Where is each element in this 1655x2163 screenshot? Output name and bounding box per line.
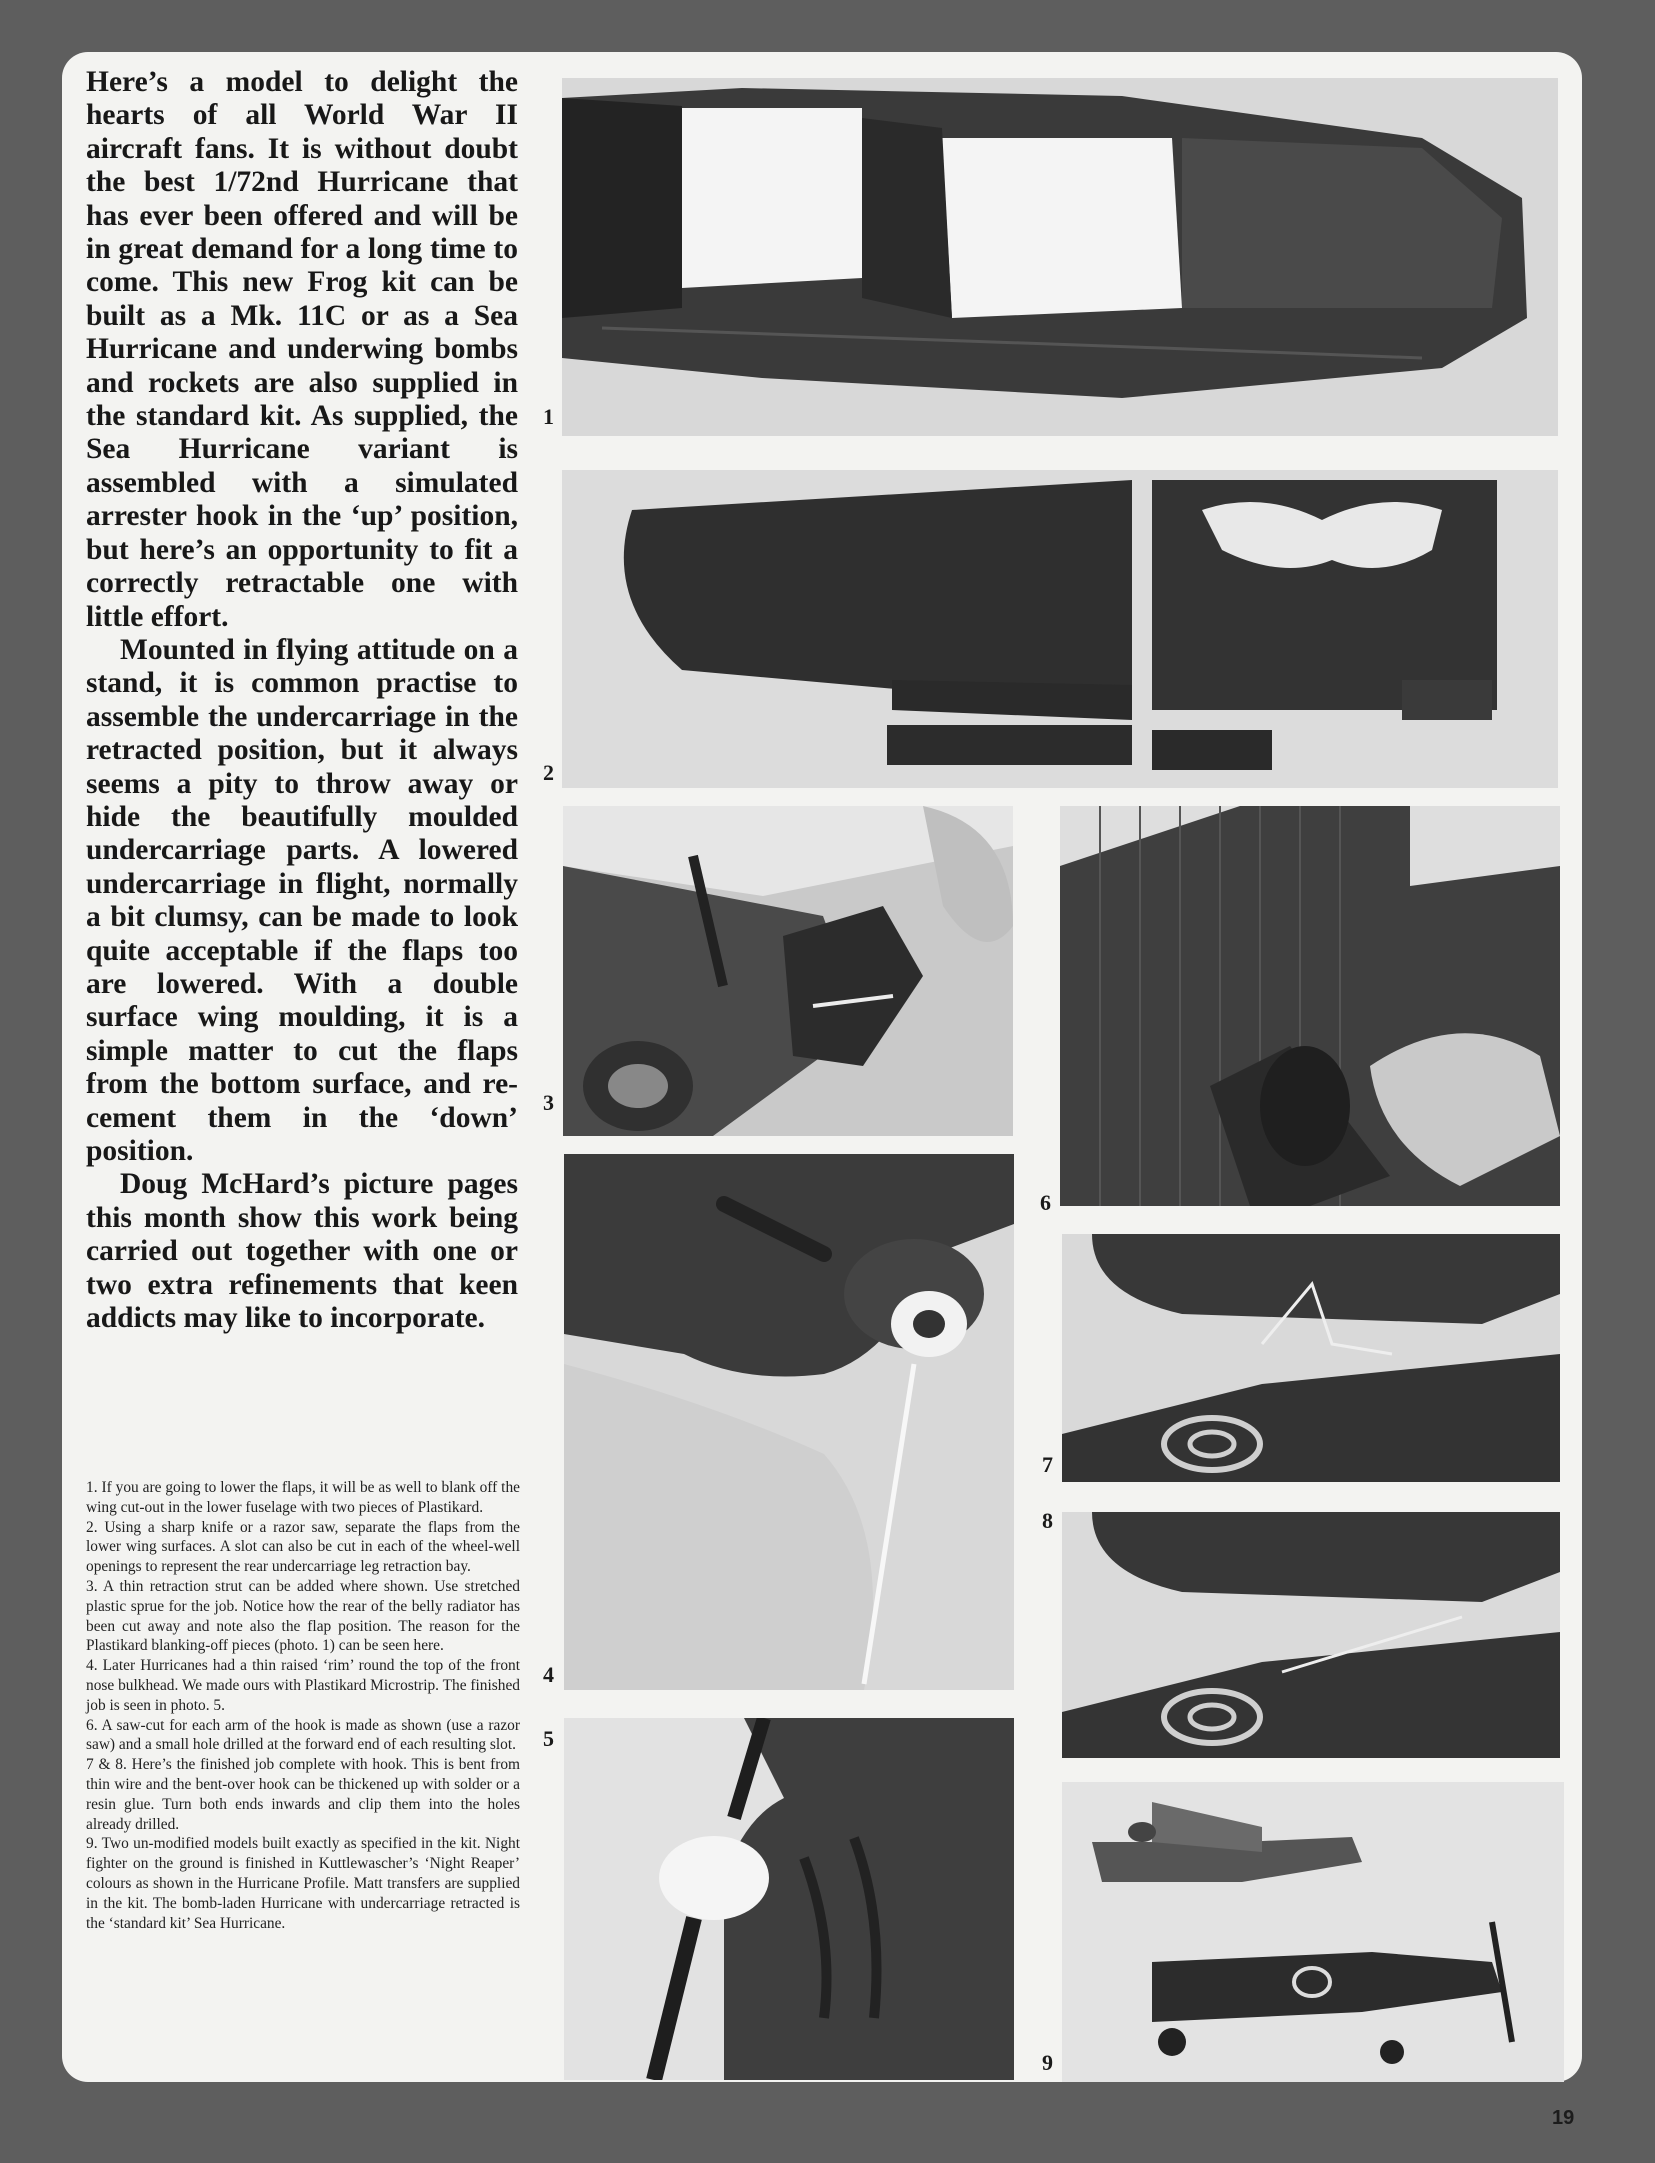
figure-number: 9 [1042, 2050, 1053, 2075]
photo-captions [86, 1478, 520, 1933]
article-intro [86, 66, 518, 1335]
caption: 1. If you are going to lower the flaps, it will be as well to blank off the wing cut-out in the lower fuselage with two pieces of Plastikard. [86, 1479, 520, 1516]
intro-paragraph: Doug McHard’s picture pages this month show this work being carried out together with one or two extra refinements that keen addicts may like to incorporate. [86, 1168, 518, 1335]
photo-2-wing-parts [562, 470, 1558, 788]
caption: 2. Using a sharp knife or a razor saw, separate the flaps from the lower wing surfaces. A slot can also be cut in each of the wheel-well openings to represent the rear undercarriage leg retraction bay. [86, 1518, 520, 1576]
figure-number: 4 [543, 1662, 554, 1687]
photo-7-hook-finished [1062, 1234, 1560, 1482]
photo-8-hook-lowered [1062, 1512, 1560, 1758]
page-number: 19 [1552, 2107, 1575, 2129]
photo-9-finished-models [1062, 1782, 1564, 2082]
caption: 4. Later Hurricanes had a thin raised ‘rim’ round the top of the front nose bulkhead. We made ours with Plastikard Microstrip. The finished job is seen in photo. 5. [86, 1657, 520, 1714]
caption: 7 & 8. Here’s the finished job complete with hook. This is bent from thin wire and the bent-over hook can be thickened up with solder or a resin glue. Turn both ends inwards and clip them into the holes already drilled. [86, 1756, 520, 1833]
photo-4-nose-rim [564, 1154, 1014, 1690]
figure-number: 5 [543, 1726, 554, 1751]
caption: 3. A thin retraction strut can be added where shown. Use stretched plastic sprue for the job. Notice how the rear of the belly radiator has been cut away and note also the flap position. The reason for the Plastikard blanking-off pieces (photo. 1) can be seen here. [86, 1577, 520, 1655]
figure-number: 2 [543, 760, 554, 785]
photo-1-fuselage [562, 78, 1558, 436]
caption: 6. A saw-cut for each arm of the hook is made as shown (use a razor saw) and a small hole drilled at the forward end of each resulting slot. [86, 1716, 520, 1754]
figure-number: 7 [1042, 1452, 1053, 1477]
photo-3-retraction-strut [563, 806, 1013, 1136]
photo-5-finished-nose [564, 1718, 1014, 2080]
intro-paragraph: Here’s a model to delight the hearts of all World War II aircraft fans. It is without doubt the best 1/72nd Hurricane that has ever been offered and will be in great demand for a long time to come. This new Frog kit can be built as a Mk. 11C or as a Sea Hurricane and underwing bombs and rockets are also supplied in the standard kit. As supplied, the Sea Hurricane variant is assembled with a simulated arrester hook in the ‘up’ position, but here’s an opportunity to fit a correctly retractable one with little effort. [86, 66, 518, 633]
figure-number: 3 [543, 1090, 554, 1115]
figure-number: 8 [1042, 1508, 1053, 1533]
figure-number: 6 [1040, 1190, 1051, 1215]
intro-paragraph: Mounted in flying attitude on a stand, it is common practise to assemble the undercarriage in the retracted position, but it always seems a pity to throw away or hide the beautifully moulded undercarriage parts. A lowered undercarriage in flight, normally a bit clumsy, can be made to look quite acceptable if the flaps too are lowered. With a double surface wing moulding, it is a simple matter to cut the flaps from the bottom surface, and re-cement them in the ‘down’ position. [86, 633, 518, 1167]
figure-number: 1 [543, 404, 554, 429]
caption: 9. Two un-modified models built exactly as specified in the kit. Night fighter on the ground is finished in Kuttlewascher’s ‘Night Reaper’ colours as shown in the Hurricane Profile. Matt transfers are supplied in the kit. The bomb-laden Hurricane with undercarriage retracted is the ‘standard kit’ Sea Hurricane. [86, 1835, 520, 1932]
photo-6-drilling-hook-slot [1060, 806, 1560, 1206]
